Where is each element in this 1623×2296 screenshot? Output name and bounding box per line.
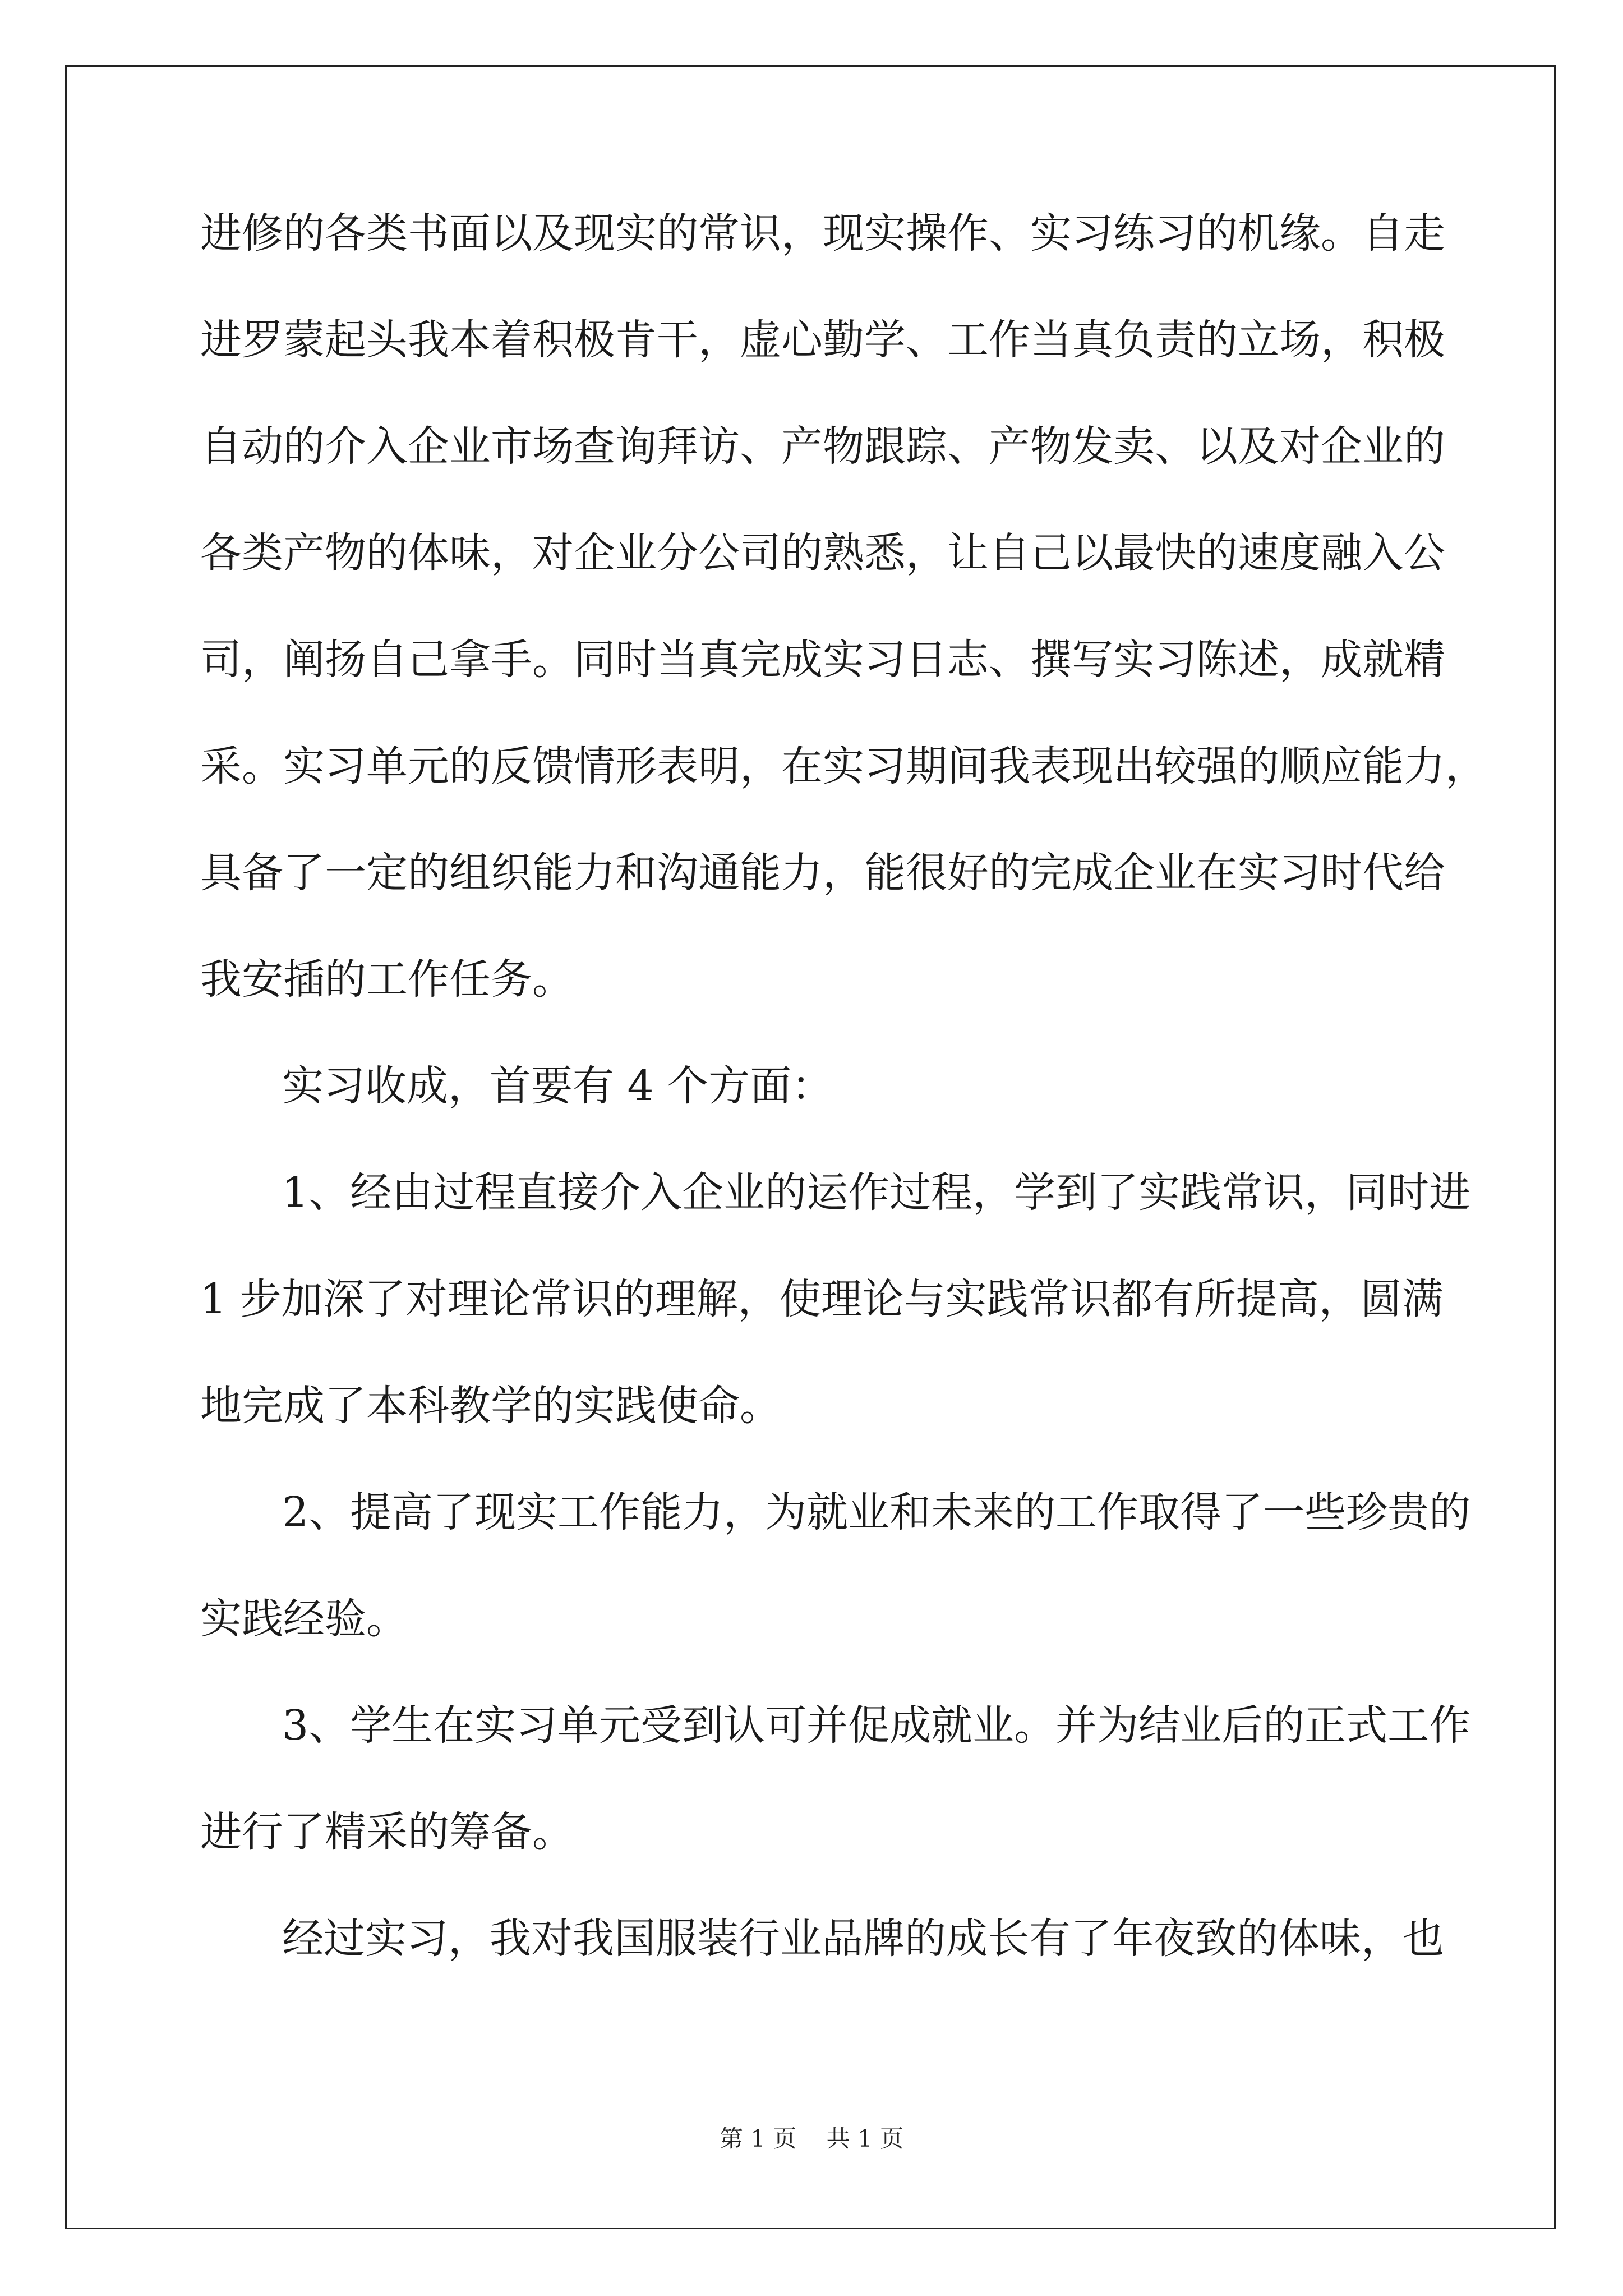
page-border (65, 65, 1556, 2229)
text-line: 进修的各类书面以及现实的常识，现实操作、实习练习的机缘。自走 (200, 209, 1445, 257)
text-line: 2、提高了现实工作能力，为就业和未来的工作取得了一些珍贵的 (282, 1488, 1471, 1536)
text-line: 进行了精采的筹备。 (200, 1808, 574, 1856)
text-line: 1 步加深了对理论常识的理解，使理论与实践常识都有所提高，圆满 (200, 1275, 1444, 1323)
text-line: 各类产物的体味，对企业分公司的熟悉，让自己以最快的速度融入公 (200, 529, 1445, 577)
text-line: 采。实习单元的反馈情形表明，在实习期间我表现出较强的顺应能力， (200, 742, 1487, 790)
text-line: 3、学生在实习单元受到认可并促成就业。并为结业后的正式工作 (282, 1701, 1471, 1750)
text-line: 经过实习，我对我国服装行业品牌的成长有了年夜致的体味，也 (282, 1915, 1444, 1963)
text-line: 地完成了本科教学的实践使命。 (200, 1382, 781, 1430)
page-number-footer: 第 1 页 共 1 页 (719, 2125, 904, 2152)
text-line: 具备了一定的组织能力和沟通能力，能很好的完成企业在实习时代给 (200, 849, 1445, 897)
paragraph-heading: 实习收成，首要有 4 个方面： (282, 1062, 833, 1110)
text-line: 实践经验。 (200, 1595, 408, 1643)
text-line: 我安插的工作任务。 (200, 955, 574, 1004)
text-line: 1、经由过程直接介入企业的运作过程，学到了实践常识，同时进 (282, 1168, 1471, 1217)
text-line: 自动的介入企业市场查询拜访、产物跟踪、产物发卖、以及对企业的 (200, 422, 1445, 471)
text-line: 司，阐扬自己拿手。同时当真完成实习日志、撰写实习陈述，成就精 (200, 636, 1445, 684)
text-line: 进罗蒙起头我本着积极肯干，虚心勤学、工作当真负责的立场，积极 (200, 316, 1445, 364)
